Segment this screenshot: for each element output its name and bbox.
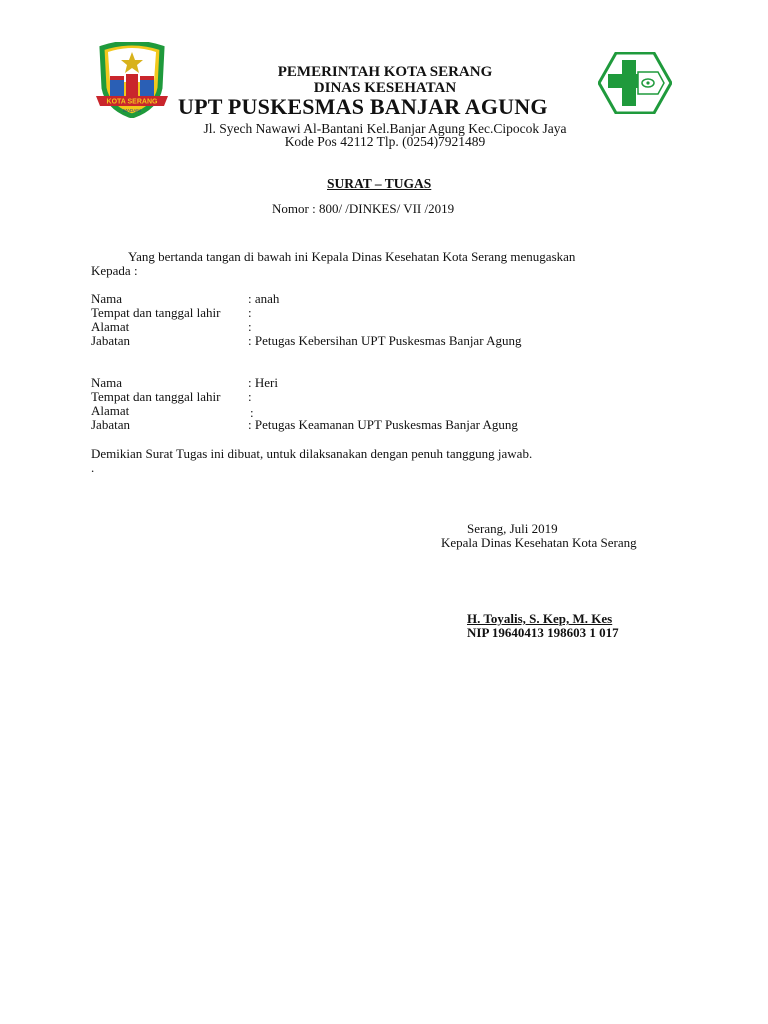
logo-lettering: KOTA SERANG [106,98,158,106]
person-2-name-value: : Heri [248,375,278,390]
closing-dot: . [91,460,95,475]
address-line: Jl. Syech Nawawi Al-Bantani Kel.Banjar Agung Kec.Cipocok Jaya [203,121,567,136]
person-1-alamat-label: Alamat [91,319,130,334]
closing-statement: Demikian Surat Tugas ini dibuat, untuk dilaksanakan dengan penuh tanggung jawab. [91,446,533,461]
person-2-ttl-value: : [248,389,252,404]
svg-text:MADANI: MADANI [123,108,141,113]
kota-serang-logo [96,42,168,118]
person-1-ttl-label: Tempat dan tanggal lahir [91,305,221,320]
person-2-ttl-label: Tempat dan tanggal lahir [91,389,221,404]
person-2-name-label: Nama [91,375,123,390]
puskesmas-logo [598,52,672,114]
person-1-alamat-value: : [248,319,252,334]
department-name: DINAS KESEHATAN [313,80,457,96]
person-2-alamat-value: : [250,405,254,420]
person-1-jabatan-value: : Petugas Kebersihan UPT Puskesmas Banjar Agung [248,333,522,348]
person-1-jabatan-label: Jabatan [91,333,130,348]
intro-line-2: Kepada : [91,263,138,278]
government-name: PEMERINTAH KOTA SERANG [277,64,493,80]
place-date: Serang, Juli 2019 [467,521,558,536]
signer-name: H. Toyalis, S. Kep, M. Kes [467,611,613,626]
signer-nip: NIP 19640413 198603 1 017 [467,625,619,640]
person-2-jabatan-label: Jabatan [91,417,130,432]
person-1-name-label: Nama [91,291,123,306]
letter-number: Nomor : 800/ /DINKES/ VII /2019 [272,201,455,216]
person-1-name-value: : anah [248,291,280,306]
letter-title: SURAT – TUGAS [327,176,432,191]
postal-phone-line: Kode Pos 42112 Tlp. (0254)7921489 [284,134,486,149]
intro-line-1: Yang bertanda tangan di bawah ini Kepala Dinas Kesehatan Kota Serang menugaskan [128,249,576,264]
signer-title: Kepala Dinas Kesehatan Kota Serang [441,535,637,550]
person-1-ttl-value: : [248,305,252,320]
organization-name: UPT PUSKESMAS BANJAR AGUNG [178,94,548,119]
person-2-jabatan-value: : Petugas Keamanan UPT Puskesmas Banjar Agung [248,417,518,432]
person-2-alamat-label: Alamat [91,403,130,418]
